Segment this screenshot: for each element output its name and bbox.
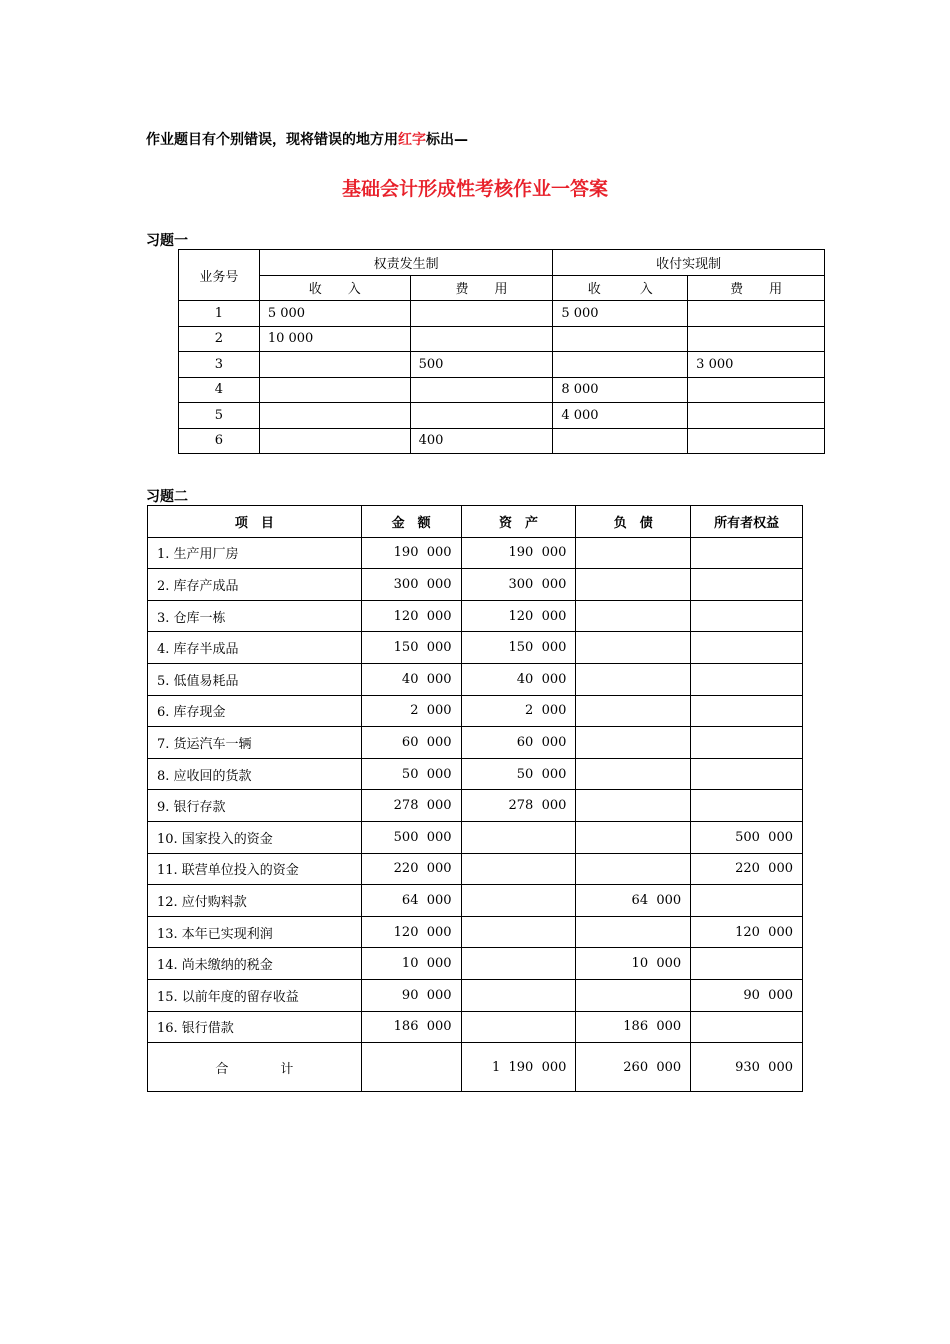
- item-cell: 4. 库存半成品: [148, 632, 362, 664]
- value-cell: [576, 979, 691, 1011]
- value-cell: 60 000: [461, 727, 576, 759]
- value-cell: [576, 727, 691, 759]
- amount-cell: [553, 352, 688, 378]
- page-title: 基础会计形成性考核作业一答案: [341, 178, 608, 200]
- value-cell: [576, 569, 691, 601]
- table-subheader-row: [179, 275, 825, 301]
- value-cell: 64 000: [361, 885, 461, 917]
- header-amount: 金 额: [361, 506, 461, 538]
- header-assets: 资 产: [461, 506, 576, 538]
- header-revenue-cash: 收 入: [553, 275, 688, 301]
- note-suffix: 标出—: [426, 132, 468, 148]
- value-cell: [461, 885, 576, 917]
- value-cell: [461, 1011, 576, 1043]
- amount-cell: 5 000: [259, 301, 410, 327]
- value-cell: 220 000: [691, 853, 803, 885]
- value-cell: [461, 821, 576, 853]
- table-row: [179, 326, 825, 352]
- amount-cell: [410, 301, 553, 327]
- item-cell: 13. 本年已实现利润: [148, 916, 362, 948]
- table-header-row: [148, 506, 803, 538]
- value-cell: [691, 1011, 803, 1043]
- note-prefix: 作业题目有个别错误，现将错误的地方用: [146, 132, 398, 148]
- exercise2-label: 习题二: [146, 489, 188, 505]
- value-cell: 50 000: [461, 758, 576, 790]
- amount-cell: [688, 301, 825, 327]
- item-cell: 12. 应付购料款: [148, 885, 362, 917]
- value-cell: 220 000: [361, 853, 461, 885]
- exercise1-label: 习题一: [146, 233, 188, 249]
- value-cell: [691, 758, 803, 790]
- value-cell: 90 000: [691, 979, 803, 1011]
- header-expense: 费 用: [410, 275, 553, 301]
- amount-cell: 5 000: [553, 301, 688, 327]
- value-cell: [576, 600, 691, 632]
- note-highlight: 红字: [398, 132, 426, 148]
- total-amount: [361, 1043, 461, 1092]
- business-no-cell: 6: [179, 428, 260, 454]
- correction-note: [146, 129, 468, 149]
- value-cell: 64 000: [576, 885, 691, 917]
- value-cell: [691, 569, 803, 601]
- amount-cell: [688, 326, 825, 352]
- value-cell: [461, 979, 576, 1011]
- value-cell: 2 000: [461, 695, 576, 727]
- total-row: [148, 1043, 803, 1092]
- table-row: [148, 853, 803, 885]
- table-row: [179, 352, 825, 378]
- header-cash: 收付实现制: [553, 250, 825, 276]
- value-cell: [691, 663, 803, 695]
- value-cell: [576, 632, 691, 664]
- value-cell: [576, 758, 691, 790]
- item-cell: 1. 生产用厂房: [148, 537, 362, 569]
- table-row: [148, 790, 803, 822]
- table-row: [148, 1011, 803, 1043]
- value-cell: 40 000: [361, 663, 461, 695]
- value-cell: 186 000: [576, 1011, 691, 1043]
- value-cell: [691, 727, 803, 759]
- value-cell: 40 000: [461, 663, 576, 695]
- business-no-cell: 1: [179, 301, 260, 327]
- table-row: [148, 821, 803, 853]
- business-no-cell: 2: [179, 326, 260, 352]
- value-cell: [576, 790, 691, 822]
- value-cell: 120 000: [691, 916, 803, 948]
- value-cell: [691, 948, 803, 980]
- table-row: [148, 916, 803, 948]
- value-cell: [576, 821, 691, 853]
- value-cell: [576, 537, 691, 569]
- table-header-row: [179, 250, 825, 276]
- value-cell: 50 000: [361, 758, 461, 790]
- item-cell: 11. 联营单位投入的资金: [148, 853, 362, 885]
- value-cell: 300 000: [461, 569, 576, 601]
- table-row: [148, 758, 803, 790]
- value-cell: 150 000: [361, 632, 461, 664]
- item-cell: 5. 低值易耗品: [148, 663, 362, 695]
- amount-cell: 4 000: [553, 403, 688, 429]
- header-item: 项 目: [148, 506, 362, 538]
- header-business-no: 业务号: [179, 250, 260, 301]
- item-cell: 16. 银行借款: [148, 1011, 362, 1043]
- business-no-cell: 5: [179, 403, 260, 429]
- value-cell: [691, 695, 803, 727]
- total-label: 合 计: [148, 1043, 362, 1092]
- amount-cell: 500: [410, 352, 553, 378]
- header-revenue: 收 入: [259, 275, 410, 301]
- amount-cell: [410, 377, 553, 403]
- total-equity: 930 000: [691, 1043, 803, 1092]
- value-cell: 190 000: [461, 537, 576, 569]
- table-row: [148, 600, 803, 632]
- value-cell: 120 000: [361, 600, 461, 632]
- header-accrual: 权责发生制: [259, 250, 553, 276]
- header-equity: 所有者权益: [691, 506, 803, 538]
- value-cell: 90 000: [361, 979, 461, 1011]
- item-cell: 10. 国家投入的资金: [148, 821, 362, 853]
- amount-cell: [410, 326, 553, 352]
- table-row: [148, 979, 803, 1011]
- amount-cell: [259, 428, 410, 454]
- value-cell: [576, 663, 691, 695]
- amount-cell: [259, 352, 410, 378]
- value-cell: 60 000: [361, 727, 461, 759]
- value-cell: 120 000: [461, 600, 576, 632]
- amount-cell: [688, 403, 825, 429]
- item-cell: 15. 以前年度的留存收益: [148, 979, 362, 1011]
- value-cell: 186 000: [361, 1011, 461, 1043]
- value-cell: [461, 916, 576, 948]
- item-cell: 2. 库存产成品: [148, 569, 362, 601]
- amount-cell: [553, 326, 688, 352]
- item-cell: 14. 尚未缴纳的税金: [148, 948, 362, 980]
- amount-cell: [688, 428, 825, 454]
- amount-cell: 3 000: [688, 352, 825, 378]
- table-row: [148, 695, 803, 727]
- amount-cell: 400: [410, 428, 553, 454]
- value-cell: 278 000: [361, 790, 461, 822]
- value-cell: [576, 695, 691, 727]
- amount-cell: [259, 403, 410, 429]
- amount-cell: 10 000: [259, 326, 410, 352]
- business-no-cell: 4: [179, 377, 260, 403]
- value-cell: 300 000: [361, 569, 461, 601]
- amount-cell: [553, 428, 688, 454]
- header-liabilities: 负 债: [576, 506, 691, 538]
- table-row: [148, 663, 803, 695]
- table-row: [148, 632, 803, 664]
- exercise2-table: [147, 505, 803, 1092]
- value-cell: 10 000: [361, 948, 461, 980]
- value-cell: 278 000: [461, 790, 576, 822]
- total-liabilities: 260 000: [576, 1043, 691, 1092]
- value-cell: 190 000: [361, 537, 461, 569]
- value-cell: [691, 632, 803, 664]
- table-row: [148, 885, 803, 917]
- value-cell: [576, 916, 691, 948]
- exercise2-body: [148, 537, 803, 1043]
- table-row: [179, 377, 825, 403]
- value-cell: [461, 948, 576, 980]
- value-cell: 500 000: [691, 821, 803, 853]
- table-row: [179, 428, 825, 454]
- header-expense-cash: 费 用: [688, 275, 825, 301]
- value-cell: [691, 537, 803, 569]
- amount-cell: [410, 403, 553, 429]
- amount-cell: [688, 377, 825, 403]
- value-cell: [576, 853, 691, 885]
- table-row: [148, 537, 803, 569]
- table-row: [179, 403, 825, 429]
- table-row: [179, 301, 825, 327]
- total-assets: 1 190 000: [461, 1043, 576, 1092]
- business-no-cell: 3: [179, 352, 260, 378]
- value-cell: 120 000: [361, 916, 461, 948]
- amount-cell: [259, 377, 410, 403]
- item-cell: 9. 银行存款: [148, 790, 362, 822]
- item-cell: 7. 货运汽车一辆: [148, 727, 362, 759]
- table-row: [148, 727, 803, 759]
- item-cell: 8. 应收回的货款: [148, 758, 362, 790]
- exercise1-body: [179, 301, 825, 454]
- table-row: [148, 948, 803, 980]
- value-cell: 150 000: [461, 632, 576, 664]
- exercise1-table: [178, 249, 825, 454]
- value-cell: 500 000: [361, 821, 461, 853]
- value-cell: 2 000: [361, 695, 461, 727]
- amount-cell: 8 000: [553, 377, 688, 403]
- value-cell: [691, 885, 803, 917]
- value-cell: 10 000: [576, 948, 691, 980]
- table-row: [148, 569, 803, 601]
- value-cell: [691, 600, 803, 632]
- value-cell: [691, 790, 803, 822]
- item-cell: 3. 仓库一栋: [148, 600, 362, 632]
- item-cell: 6. 库存现金: [148, 695, 362, 727]
- value-cell: [461, 853, 576, 885]
